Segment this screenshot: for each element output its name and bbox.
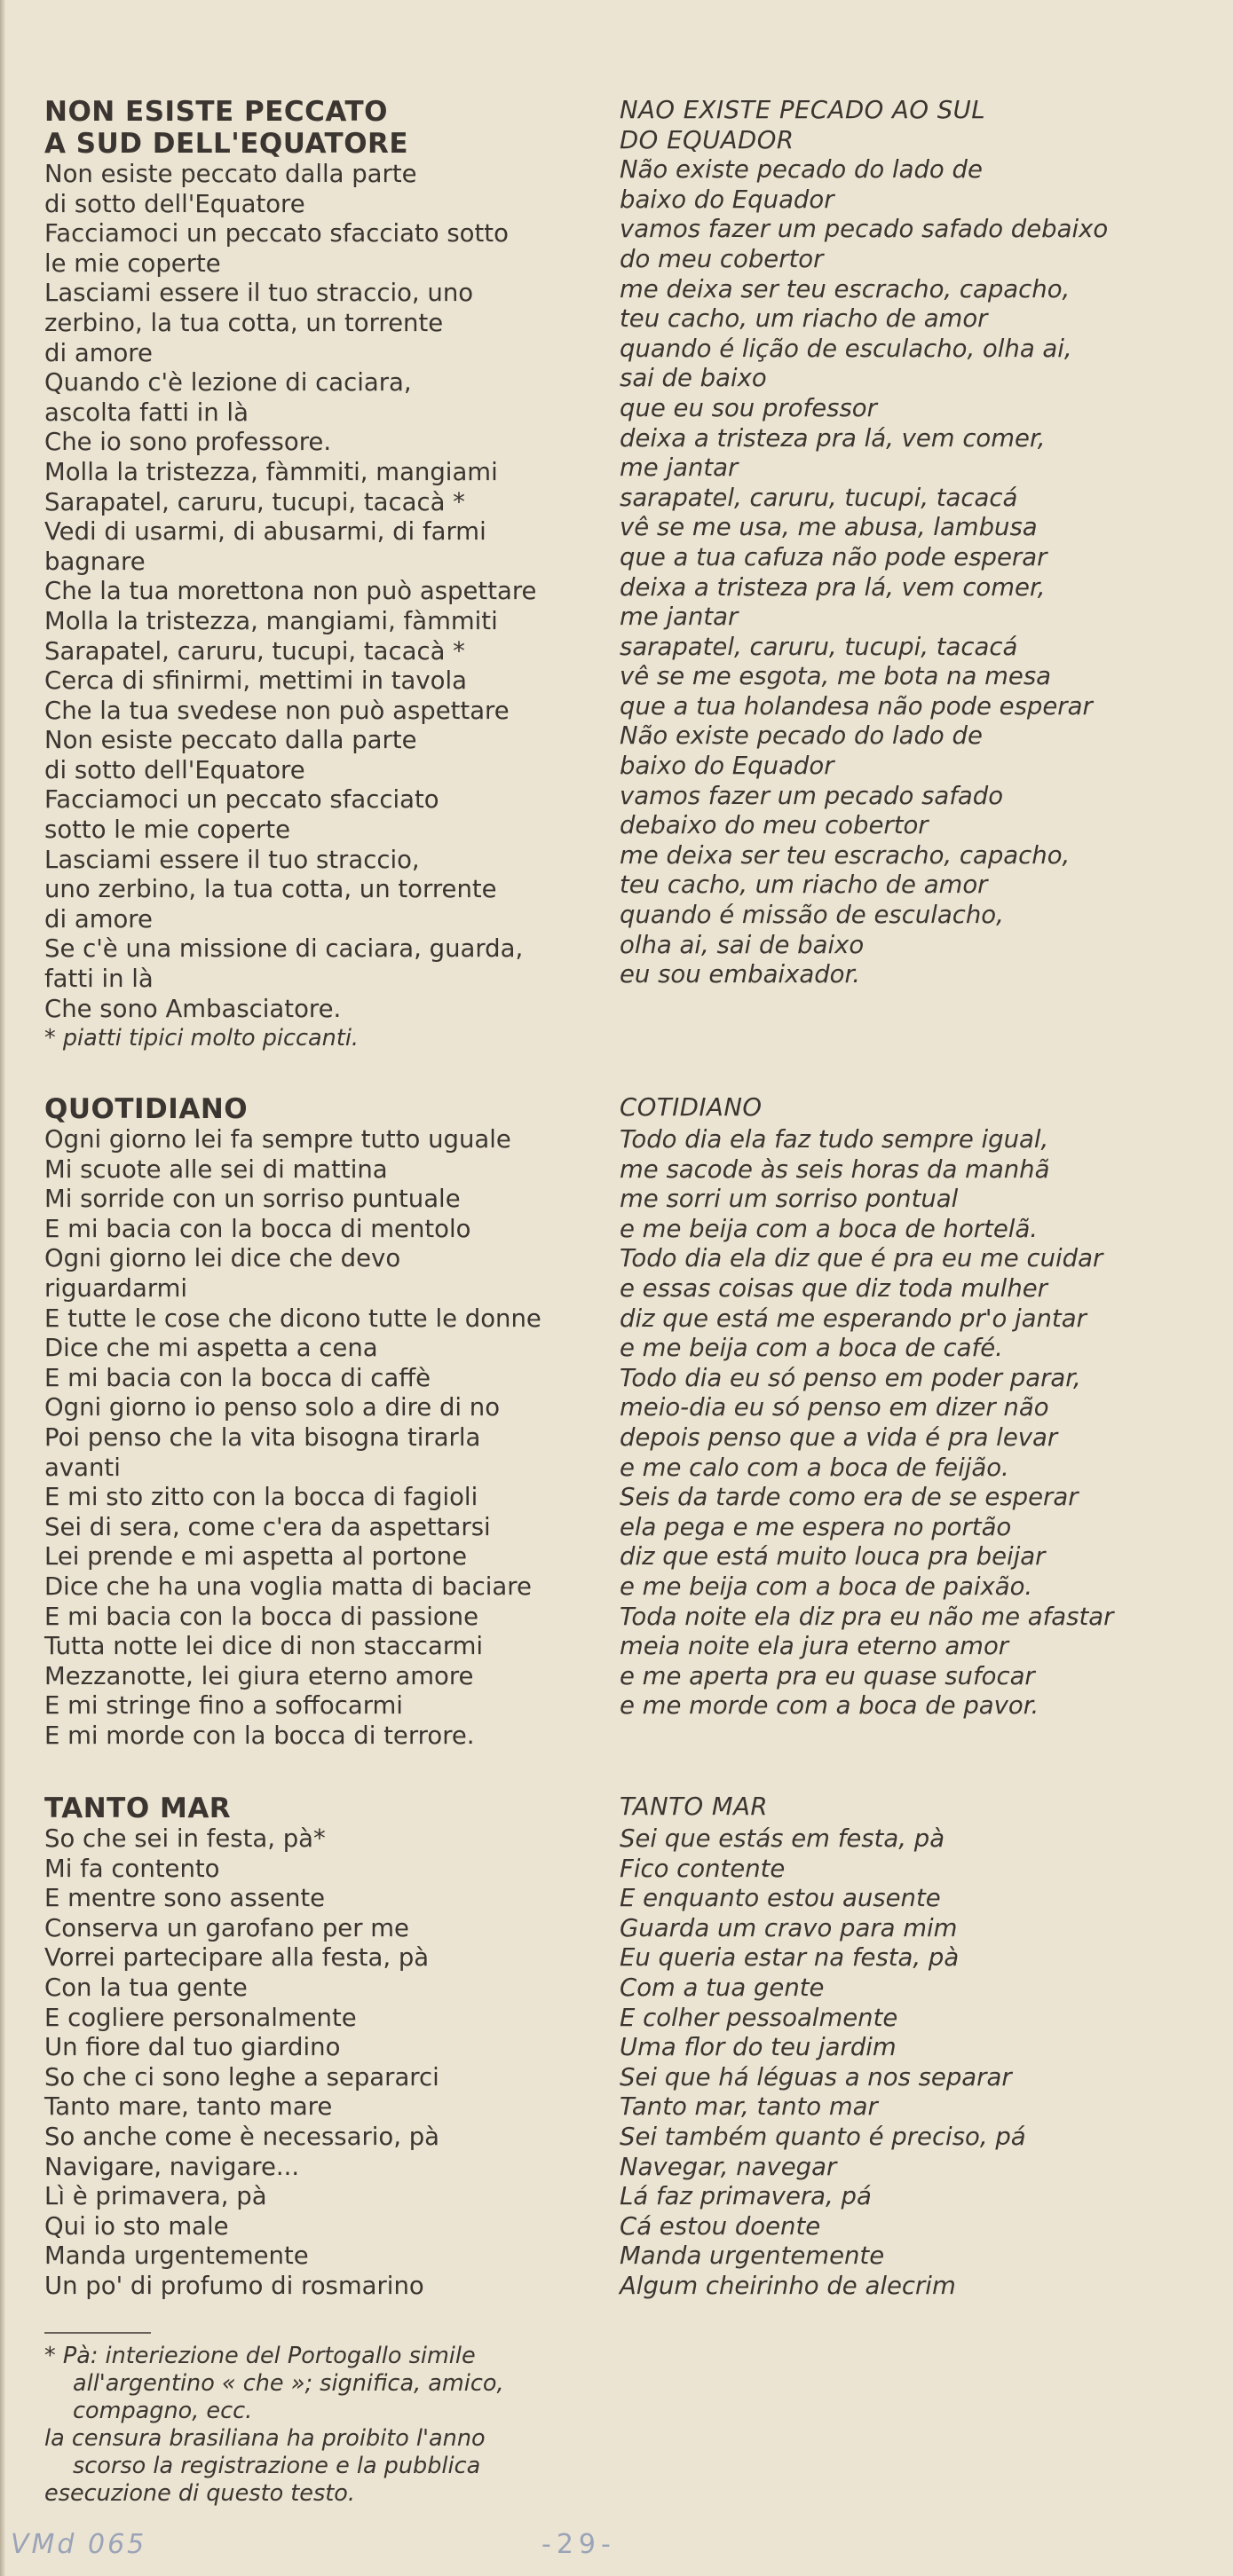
lyric-line: meia noite ela jura eterno amor [620,1632,1009,1661]
lyric-line: Cá estou doente [620,2211,821,2241]
lyric-line: e me aperta pra eu quase sufocar [620,1661,1035,1690]
lyric-line: Mi sorride con un sorriso puntuale [44,1185,461,1214]
lyric-line: di sotto dell'Equatore [44,189,305,218]
song-title-pt [620,96,1188,155]
lyric-line: Sei também quanto é preciso, pá [620,2122,1026,2151]
italian-column [44,1093,613,1751]
lyrics-pt [620,1125,1188,1721]
page-number: -29- [541,2529,616,2560]
lyric-line: sarapatel, caruru, tucupi, tacacá [620,483,1018,512]
footnote-dishes: * piatti tipici molto piccanti. [44,1025,360,1052]
lyric-line: sarapatel, caruru, tucupi, tacacá [620,632,1018,661]
lyric-line: Ogni giorno lei dice che devo [44,1244,401,1273]
lyric-line: diz que está me esperando pr'o jantar [620,1304,1087,1333]
lyric-line: diz que está muito louca pra beijar [620,1542,1046,1572]
lyric-line: eu sou embaixador. [620,960,860,989]
footnote-line: esecuzione di questo testo. [44,2480,355,2507]
song-title-pt [620,1093,1188,1125]
lyric-line: E mi bacia con la bocca di mentolo [44,1214,471,1243]
lyric-line: Algum cheirinho de alecrim [620,2271,956,2300]
lyric-line: vamos fazer um pecado safado [620,781,1004,810]
lyric-line: E mi bacia con la bocca di passione [44,1602,479,1631]
song-title-it [44,96,613,160]
lyric-line: Navegar, navegar [620,2152,837,2181]
title-line: DO EQUADOR [620,125,794,154]
lyric-line: me deixa ser teu escracho, capacho, [620,274,1071,303]
lyric-line: bagnare [44,547,146,576]
lyric-line: Não existe pecado do lado de [620,721,983,751]
lyric-line: vê se me usa, me abusa, lambusa [620,513,1038,542]
italian-column [44,1792,613,2302]
lyric-line: avanti [44,1453,121,1482]
lyric-line: que eu sou professor [620,393,877,422]
lyric-line: e me morde com a boca de pavor. [620,1691,1039,1721]
lyric-line: Che io sono professore. [44,428,332,457]
title-line: NON ESISTE PECCATO [44,96,388,128]
title-line: NAO EXISTE PECADO AO SUL [620,96,986,124]
lyric-line: me jantar [620,453,739,483]
lyrics-it [44,1824,613,2302]
lyric-line: Uma flor do teu jardim [620,2033,897,2062]
lyric-line: E mi sto zitto con la bocca di fagioli [44,1483,478,1512]
lyric-line: Tanto mare, tanto mare [44,2092,333,2122]
lyric-line: Un po' di profumo di rosmarino [44,2271,424,2300]
lyric-line: baixo do Equador [620,185,834,214]
lyric-line: me deixa ser teu escracho, capacho, [620,840,1071,870]
lyric-line: me sorri um sorriso pontual [620,1185,959,1214]
lyric-line: Todo dia eu só penso em poder parar, [620,1363,1081,1392]
lyric-line: Sarapatel, caruru, tucupi, tacacà * [44,487,465,516]
lyric-line: E enquanto estou ausente [620,1884,941,1913]
lyric-line: teu cacho, um riacho de amor [620,304,988,334]
lyric-line: Un fiore dal tuo giardino [44,2033,341,2062]
lyric-line: Sei que estás em festa, pà [620,1824,945,1853]
lyric-line: Tutta notte lei dice di non staccarmi [44,1632,484,1661]
lyric-line: olha ai, sai de baixo [620,930,865,959]
lyric-line: riguardarmi [44,1273,188,1303]
lyric-line: Sarapatel, caruru, tucupi, tacacà * [44,636,465,666]
lyric-line: Facciamoci un peccato sfacciato [44,785,439,815]
song-title-pt [620,1792,1188,1824]
footnote-censorship [44,2425,613,2508]
lyrics-it [44,1125,613,1751]
lyric-line: Lasciami essere il tuo straccio, uno [44,279,474,308]
lyric-line: E tutte le cose che dicono tutte le donne [44,1304,541,1333]
lyric-line: ascolta fatti in là [44,398,249,427]
lyric-line: teu cacho, um riacho de amor [620,870,988,900]
footnote-line: all'argentino « che »; significa, amico, [73,2370,504,2397]
lyric-line: e me beija com a boca de hortelã. [620,1214,1039,1243]
lyric-line: E cogliere personalmente [44,2003,357,2032]
lyric-line: fatti in là [44,965,154,994]
lyric-line: Todo dia ela faz tudo sempre igual, [620,1125,1049,1154]
lyric-line: Com a tua gente [620,1973,825,2002]
footnote-pa [44,2343,613,2425]
lyric-line: Mezzanotte, lei giura eterno amore [44,1661,474,1690]
lyric-line: me jantar [620,603,739,632]
title-line: A SUD DELL'EQUATORE [44,128,409,160]
lyric-line: di sotto dell'Equatore [44,755,305,784]
lyric-line: Molla la tristezza, mangiami, fàmmiti [44,606,498,635]
lyric-line: E mi bacia con la bocca di caffè [44,1363,431,1392]
lyric-line: Fico contente [620,1854,786,1883]
lyrics-pt [620,155,1188,990]
title-line: TANTO MAR [620,1792,768,1821]
portuguese-column [620,1792,1188,2302]
lyric-line: e me beija com a boca de café. [620,1334,1003,1363]
footnote-line: la censura brasiliana ha proibito l'anno [44,2425,486,2452]
lyric-line: Cerca di sfinirmi, mettimi in tavola [44,666,467,696]
lyric-line: di amore [44,904,153,934]
lyric-line: Facciamoci un peccato sfacciato sotto [44,219,509,248]
lyric-line: Mi fa contento [44,1854,220,1883]
lyric-line: Non esiste peccato dalla parte [44,160,417,188]
lyric-line: Lasciami essere il tuo straccio, [44,845,420,874]
lyric-line: Vedi di usarmi, di abusarmi, di farmi [44,517,486,547]
lyric-line: Vorrei partecipare alla festa, pà [44,1943,430,1973]
lyric-line: Che la tua svedese non può aspettare [44,696,510,725]
lyric-line: E mi morde con la bocca di terrore. [44,1721,475,1750]
lyric-line: E mi stringe fino a soffocarmi [44,1691,403,1721]
lyric-line: ela pega e me espera no portão [620,1512,1012,1541]
lyric-line: que a tua holandesa não pode esperar [620,691,1093,721]
lyric-line: Guarda um cravo para mim [620,1913,958,1942]
lyric-line: Qui io sto male [44,2211,229,2241]
lyric-line: Mi scuote alle sei di mattina [44,1154,388,1184]
song-title-it [44,1792,613,1824]
title-line: COTIDIANO [620,1093,763,1122]
page-edge-shadow [0,0,5,2576]
lyric-line: do meu cobertor [620,244,824,273]
song-title-it [44,1093,613,1125]
lyric-line: Manda urgentemente [44,2241,309,2271]
lyric-line: debaixo do meu cobertor [620,811,929,840]
lyric-line: Non esiste peccato dalla parte [44,726,417,755]
lyric-line: Lì è primavera, pà [44,2182,267,2211]
lyric-line: Dice che mi aspetta a cena [44,1334,378,1363]
lyric-line: Lei prende e mi aspetta al portone [44,1542,468,1572]
lyric-line: vamos fazer um pecado safado debaixo [620,215,1109,244]
lyric-line: Conserva un garofano per me [44,1913,409,1942]
footnote-line: * Pà: interiezione del Portogallo simile [44,2343,476,2369]
lyric-line: quando é lição de esculacho, olha ai, [620,334,1072,363]
lyric-line: Ogni giorno io penso solo a dire di no [44,1393,501,1422]
lyric-line: Todo dia ela diz que é pra eu me cuidar [620,1244,1103,1273]
lyric-line: di amore [44,338,153,367]
footnotes [44,2343,613,2508]
lyric-line: sotto le mie coperte [44,815,291,845]
lyric-line: que a tua cafuza não pode esperar [620,542,1047,571]
lyric-line: deixa a tristeza pra lá, vem comer, [620,423,1046,453]
lyric-line: Molla la tristezza, fàmmiti, mangiami [44,457,498,486]
lyric-line: Lá faz primavera, pá [620,2182,872,2211]
italian-column [44,96,613,1054]
lyric-line: Navigare, navigare... [44,2152,300,2181]
lyric-line: Sei di sera, come c'era da aspettarsi [44,1512,491,1541]
lyric-line: E colher pessoalmente [620,2003,898,2032]
lyrics-pt [620,1824,1188,2302]
title-line: TANTO MAR [44,1792,232,1824]
lyric-line: Seis da tarde como era de se esperar [620,1483,1079,1512]
lyric-line: So che sei in festa, pà* [44,1824,326,1853]
lyric-line: e essas coisas que diz toda mulher [620,1273,1047,1303]
lyric-line: Che sono Ambasciatore. [44,994,342,1023]
lyric-line: Che la tua morettona non può aspettare [44,577,537,606]
footnote-line: scorso la registrazione e la pubblica [73,2453,481,2479]
lyric-line: e me calo com a boca de feijão. [620,1453,1009,1482]
lyric-line: e me beija com a boca de paixão. [620,1572,1033,1601]
footnote-divider [44,2332,151,2334]
lyric-line: me sacode às seis horas da manhã [620,1154,1050,1184]
lyric-line: uno zerbino, la tua cotta, un torrente [44,875,497,904]
lyric-line: vê se me esgota, me bota na mesa [620,662,1052,691]
lyric-line: Ogni giorno lei fa sempre tutto uguale [44,1125,511,1154]
footnote-line: compagno, ecc. [73,2398,253,2424]
lyric-line: le mie coperte [44,248,221,278]
lyric-line: Con la tua gente [44,1973,248,2002]
lyric-line: quando é missão de esculacho, [620,901,1004,930]
lyric-line: Poi penso che la vita bisogna tirarla [44,1422,481,1452]
lyric-line: Sei que há léguas a nos separar [620,2062,1012,2092]
lyric-line: E mentre sono assente [44,1884,326,1913]
portuguese-column [620,96,1188,990]
lyric-line: sai de baixo [620,364,767,393]
lyric-line: Não existe pecado do lado de [620,155,983,185]
lyric-line: Eu queria estar na festa, pà [620,1943,960,1973]
lyric-line: So anche come è necessario, pà [44,2122,440,2151]
lyrics-it [44,160,613,1024]
lyric-line: So che ci sono leghe a separarci [44,2062,439,2092]
lyric-line: Quando c'è lezione di caciara, [44,368,412,398]
lyric-line: Se c'è una missione di caciara, guarda, [44,934,524,964]
lyric-line: depois penso que a vida é pra levar [620,1422,1058,1452]
lyric-line: zerbino, la tua cotta, un torrente [44,308,444,337]
lyric-line: Manda urgentemente [620,2241,885,2271]
lyric-line: Tanto mar, tanto mar [620,2092,878,2122]
lyric-line: baixo do Equador [620,752,834,781]
title-line: QUOTIDIANO [44,1093,249,1125]
portuguese-column [620,1093,1188,1721]
lyric-line: Toda noite ela diz pra eu não me afastar [620,1602,1114,1631]
archive-code-stamp: VMd 065 [11,2529,147,2560]
lyric-line: deixa a tristeza pra lá, vem comer, [620,572,1046,602]
lyric-line: Dice che ha una voglia matta di baciare [44,1572,532,1601]
lyric-line: meio-dia eu só penso em dizer não [620,1393,1049,1422]
